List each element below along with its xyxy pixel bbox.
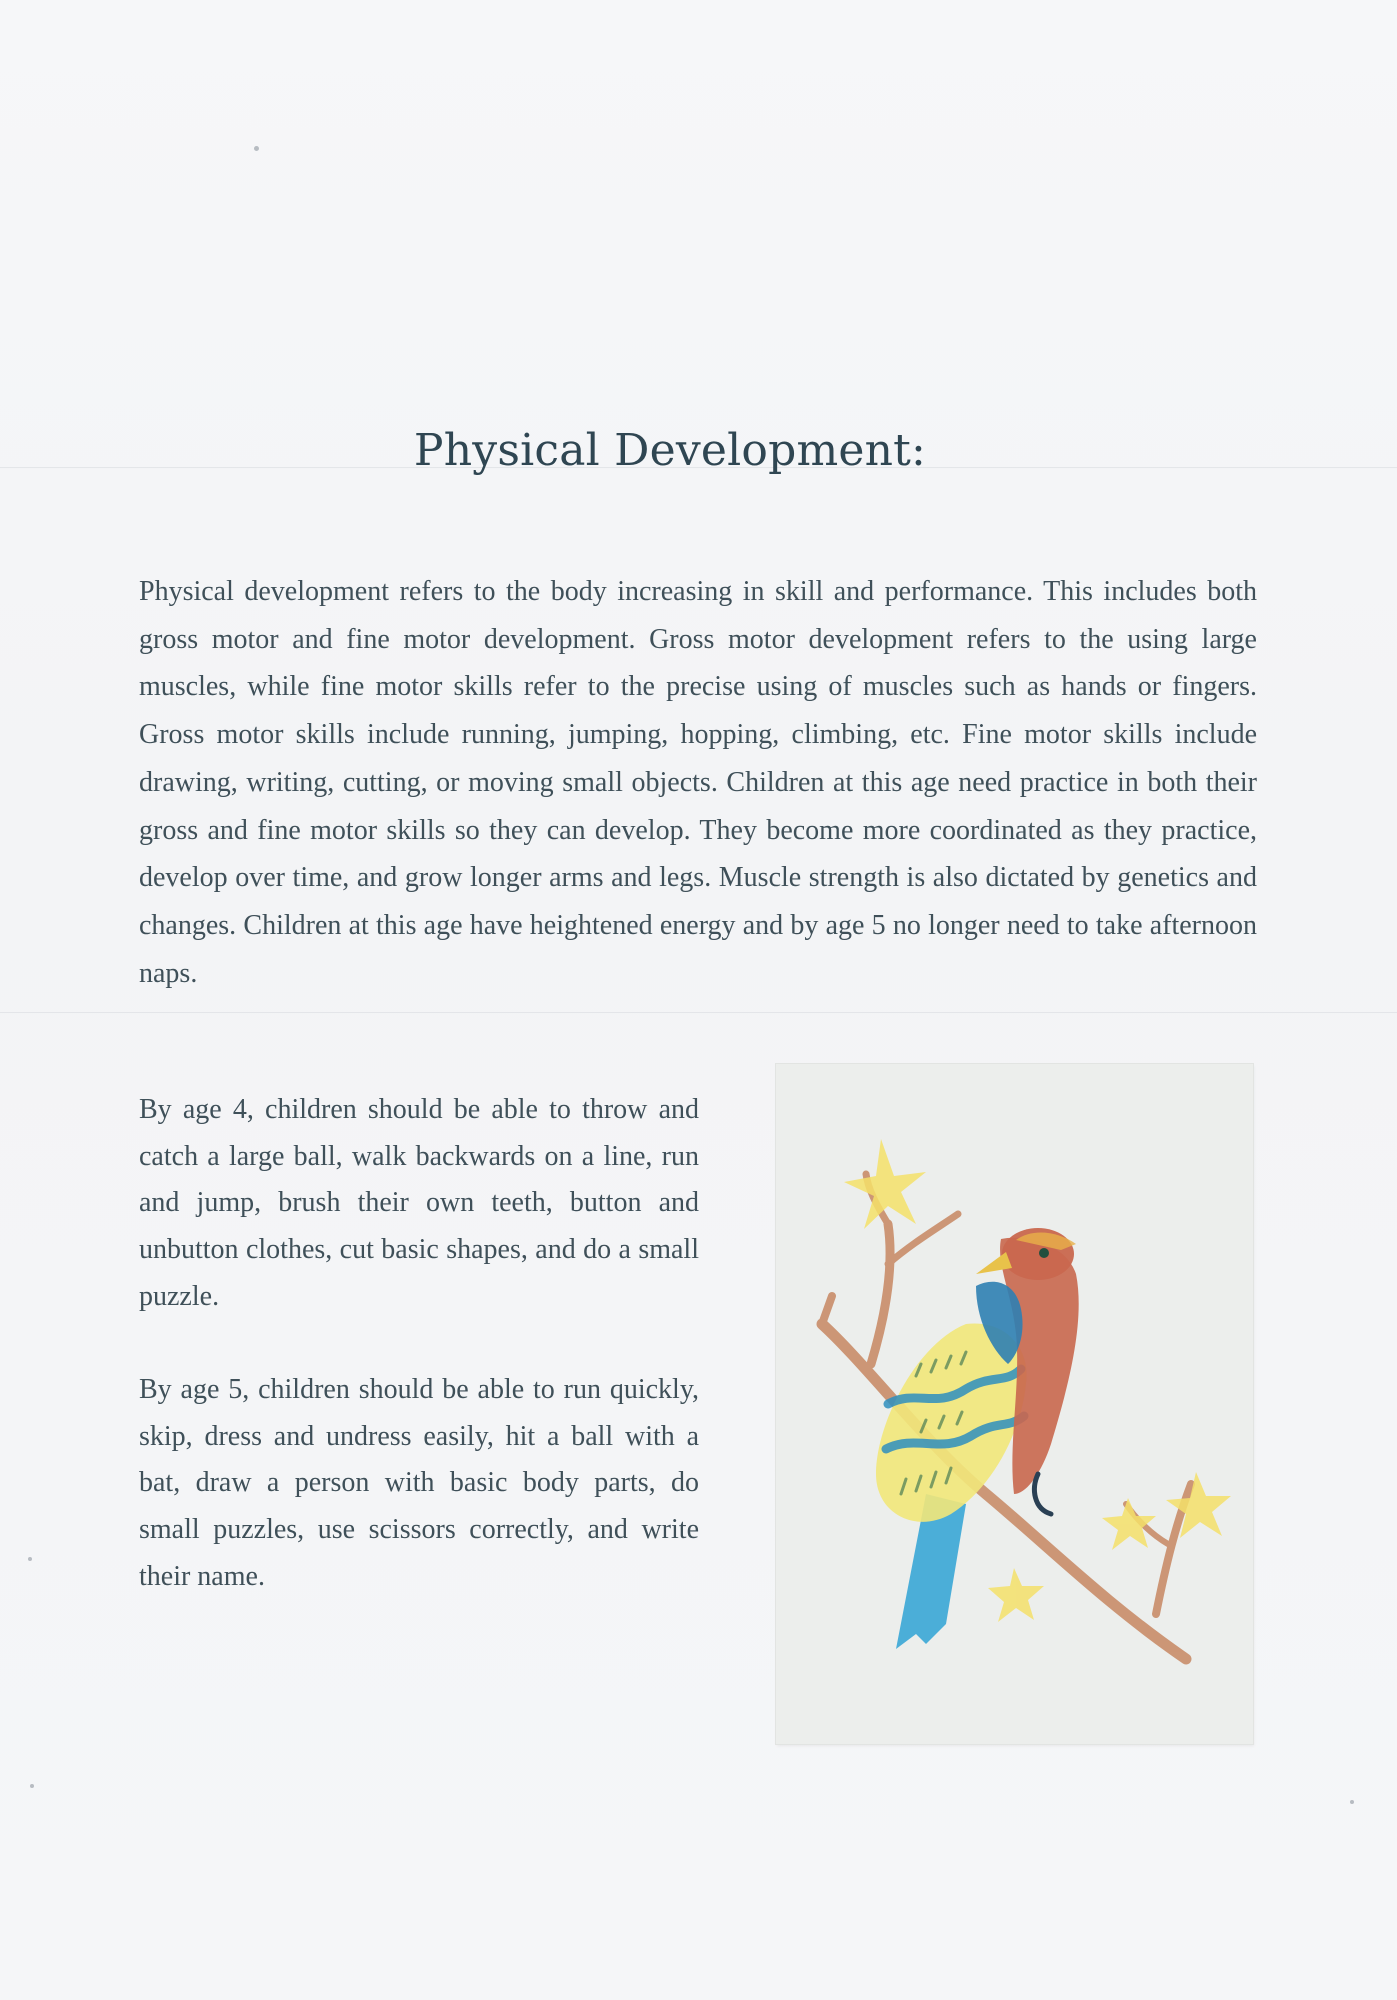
bird-foot	[1034, 1474, 1051, 1514]
intro-paragraph: Physical development refers to the body increasing in skill and performance. This includes both gross motor and fine motor development. Gross motor development refers to the using large muscles, while fine motor skills refer to the precise using of muscles such as hands or fingers. Gross motor skills include running, jumping, hopping, climbing, etc. Fine motor skills include drawing, writing, cutting, or moving small objects. Children at this age need practice in both their gross and fine motor skills so they can develop. They become more coordinated as they practice, develop over time, and grow longer arms and legs. Muscle strength is also dictated by genetics and changes. Children at this age have heightened energy and by age 5 no longer need to take afternoon naps.	[139, 576, 1257, 989]
bird-eye	[1039, 1248, 1049, 1258]
age-4-paragraph: By age 4, children should be able to throw and catch a large ball, walk backwards on a line, run and jump, brush their own teeth, button and unbutton clothes, cut basic shapes, and do a small puzzle.	[139, 1094, 699, 1312]
paper-speck	[254, 146, 259, 151]
age-5-paragraph: By age 5, children should be able to run quickly, skip, dress and undress easily, hit a ball with a bat, draw a person with basic body parts, do small puzzles, use scissors correctly, and write their name.	[139, 1374, 699, 1592]
page-title: Physical Development:	[413, 425, 927, 476]
paper-speck	[1350, 1800, 1354, 1804]
bird-watercolor-illustration	[776, 1064, 1253, 1744]
paper-speck	[30, 1784, 34, 1788]
paper-speck	[28, 1557, 32, 1561]
paper-fold-line	[0, 1012, 1397, 1014]
